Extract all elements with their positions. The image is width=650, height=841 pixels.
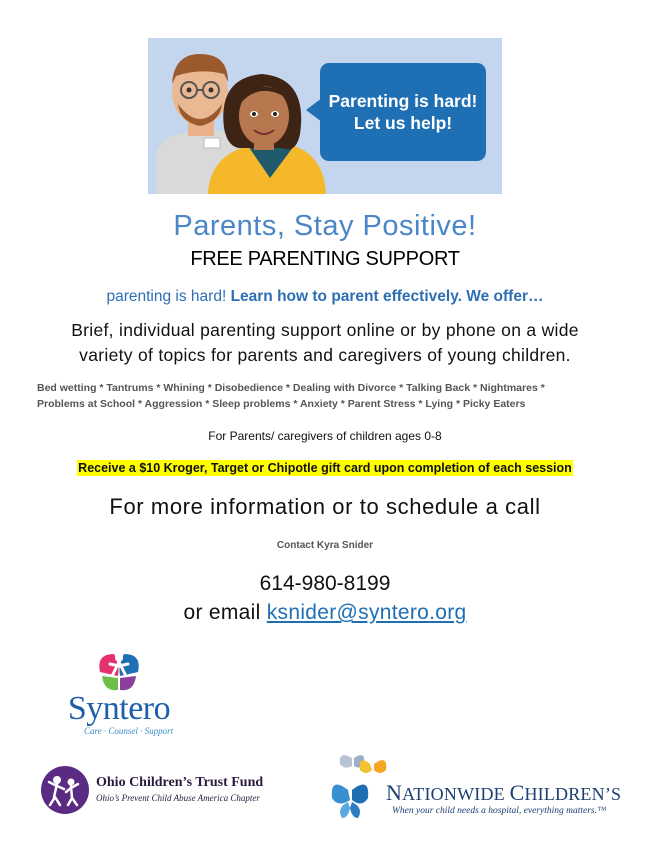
topics-line-1: Bed wetting * Tantrums * Whining * Disobedience * Dealing with Divorce * Talking Back * Nightmares * [37, 382, 545, 394]
nwc-wordmark [386, 780, 621, 806]
tagline-lead: parenting is hard! [106, 288, 231, 305]
syntero-figure-icon [58, 650, 180, 694]
octf-subtitle: Ohio’s Prevent Child Abuse America Chapter [96, 793, 260, 803]
bubble-line-2: Let us help! [353, 113, 453, 133]
service-description-line-2: variety of topics for parents and caregivers of young children. [79, 345, 571, 365]
nationwide-childrens-logo [330, 750, 630, 822]
tagline-bold: Learn how to parent effectively. We offer… [230, 288, 544, 305]
email-line [0, 601, 650, 625]
page-subtitle: FREE PARENTING SUPPORT [190, 248, 460, 270]
syntero-logo [58, 650, 180, 740]
topics-list [37, 380, 617, 412]
octf-children-icon [40, 765, 90, 815]
octf-logo [40, 765, 276, 815]
tagline [0, 288, 650, 306]
service-description [0, 318, 650, 368]
gift-card-text: Receive a $10 Kroger, Target or Chipotle gift card upon completion of each session [78, 461, 572, 475]
butterflies-icon [330, 750, 394, 822]
nwc-initial-c: C [509, 780, 525, 805]
syntero-wordmark: Syntero [67, 690, 171, 727]
email-prefix: or email [183, 601, 267, 624]
nwc-word-rest: ATIONWIDE [402, 784, 510, 804]
page-title: Parents, Stay Positive! [173, 210, 477, 242]
service-description-line-1: Brief, individual parenting support online or by phone on a wide [71, 320, 579, 340]
topics-line-2: Problems at School * Aggression * Sleep problems * Anxiety * Parent Stress * Lying * Picky Eaters [37, 398, 526, 410]
octf-name: Ohio Children’s Trust Fund [96, 775, 264, 790]
speech-bubble [320, 63, 486, 161]
email-link[interactable]: ksnider@syntero.org [266, 601, 467, 624]
syntero-tagline: Care · Counsel · Support [84, 726, 174, 736]
more-info-heading: For more information or to schedule a call [109, 494, 541, 519]
gift-card-offer [0, 459, 650, 477]
bubble-line-1: Parenting is hard! [328, 91, 478, 111]
contact-name: Contact Kyra Snider [276, 540, 374, 551]
nwc-initial-n: N [386, 780, 403, 805]
age-range: For Parents/ caregivers of children ages 0-8 [208, 429, 442, 443]
phone-number[interactable]: 614-980-8199 [259, 572, 391, 595]
nwc-tagline: When your child needs a hospital, everything matters.™ [392, 806, 607, 816]
nwc-word-rest2: HILDREN’S [524, 784, 622, 804]
